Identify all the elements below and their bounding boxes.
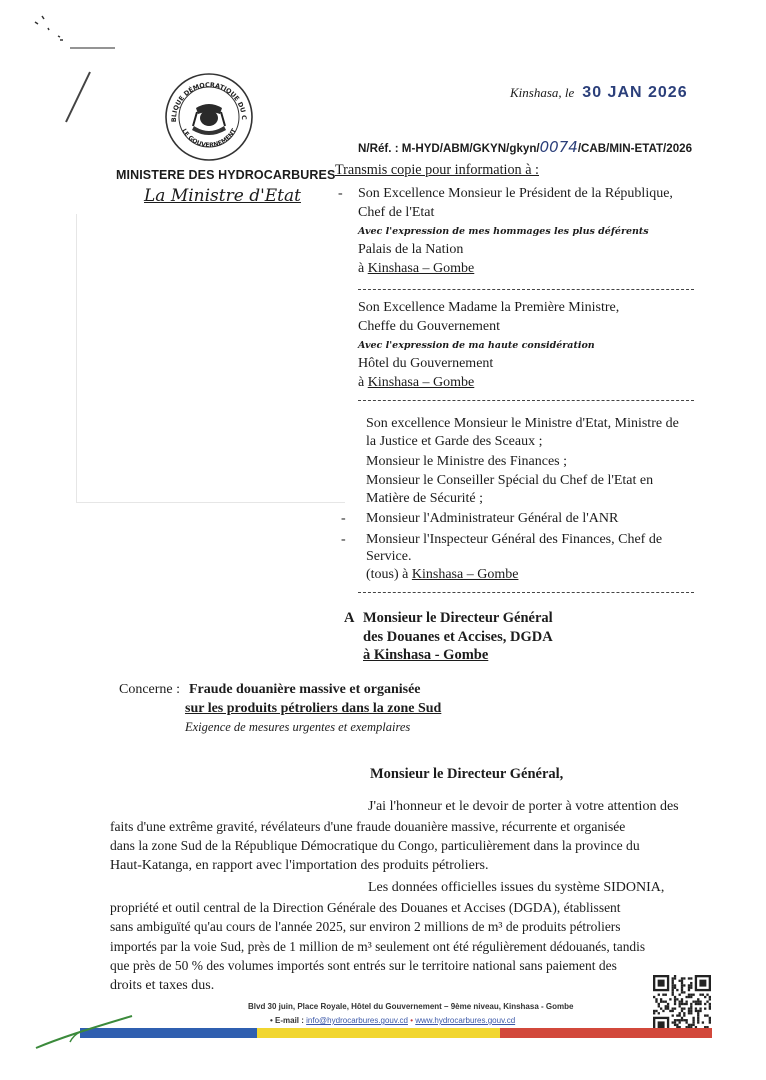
copy3-line4: Monsieur le Conseiller Spécial du Chef de l'Etat en (366, 473, 654, 488)
copy2-place: Hôtel du Gouvernement (358, 356, 494, 371)
ref-number: 0074 (539, 138, 578, 156)
separator-3 (358, 592, 694, 593)
copy3-line1: Son excellence Monsieur le Ministre d'Etat, Ministre de (366, 416, 679, 431)
copies-title: Transmis copie pour information à : (335, 162, 539, 178)
date-stamp: 30 JAN 2026 (582, 84, 688, 101)
p2-line4: importés par la voie Sud, près de 1 million de m³ seulement ont été régulièrement dédouanés, tandis (110, 938, 646, 954)
copy1-city (358, 259, 474, 278)
copy3-line5: Matière de Sécurité ; (366, 491, 484, 506)
subject-line3: Exigence de mesures urgentes et exemplaires (185, 720, 411, 734)
addressee-prefix: A (344, 610, 355, 626)
copy1-city-name: Kinshasa – Gombe (367, 261, 475, 276)
footer-email-link[interactable]: info@hydrocarbures.gouv.cd (306, 1016, 408, 1025)
p2-line5: que près de 50 % des volumes importés sont entrés sur le territoire national sans paiement des (110, 958, 617, 973)
p2-line3: sans ambiguïté qu'au cours de l'année 2025, sur environ 2 millions de m³ de produits pétroliers (110, 919, 621, 934)
government-seal (164, 72, 254, 162)
paragraph-2 (110, 878, 695, 995)
copy3-line8: Service. (366, 549, 412, 564)
copy3-line2: la Justice et Garde des Sceaux ; (366, 434, 543, 449)
p2-line6: droits et taxes dus. (110, 977, 215, 993)
paragraph-1 (110, 797, 695, 875)
footer-email-label: • E-mail : (270, 1016, 304, 1025)
bullet-2: - (341, 511, 346, 526)
copy3-line3: Monsieur le Ministre des Finances ; (366, 454, 568, 469)
footer-address: Blvd 30 juin, Place Royale, Hôtel du Gouvernement – 9ème niveau, Kinshasa - Gombe (248, 1002, 574, 1011)
faint-box-outline (76, 214, 345, 503)
copy1-city-prefix: à (358, 261, 365, 276)
copy1-place: Palais de la Nation (358, 242, 464, 257)
p2-line2: propriété et outil central de la Direction Générale des Douanes et Accises (DGDA), établissent (110, 899, 621, 915)
addressee-line3: à Kinshasa - Gombe (363, 647, 489, 663)
p1-line1: J'ai l'honneur et le devoir de porter à votre attention des (368, 799, 679, 814)
bullet-3: - (341, 532, 346, 547)
copy2-city-name: Kinshasa – Gombe (367, 375, 475, 390)
qr-code (653, 975, 711, 1033)
subject-line1: Fraude douanière massive et organisée (189, 682, 421, 697)
copy3-line9 (366, 565, 518, 584)
copy2-line1: Son Excellence Madame la Première Ministre, (358, 300, 620, 315)
place-date-label: Kinshasa, le (510, 85, 575, 100)
place-date (510, 84, 688, 102)
ref-suffix: /CAB/MIN-ETAT/2026 (577, 142, 693, 155)
band-yellow (257, 1028, 501, 1038)
ref-prefix: N/Réf. : M-HYD/ABM/GKYN/gkyn/ (358, 142, 540, 155)
footer-contacts (270, 1016, 515, 1025)
copy1-line2: Chef de l'Etat (358, 205, 435, 220)
p2-line1: Les données officielles issues du système SIDONIA, (368, 880, 665, 895)
copy2-courtesy: Avec l'expression de ma haute considération (358, 340, 595, 351)
separator-1 (358, 289, 694, 290)
footer-separator: • (410, 1016, 414, 1025)
p1-line4: Haut-Katanga, en rapport avec l'importation des produits pétroliers. (110, 857, 489, 873)
copy3-line7: Monsieur l'Inspecteur Général des Finances, Chef de (366, 532, 663, 547)
copy3-city-name: Kinshasa – Gombe (411, 567, 519, 582)
copy3-city-prefix: (tous) à (366, 567, 409, 582)
ministry-name: MINISTERE DES HYDROCARBURES (116, 168, 336, 182)
svg-text:LE GOUVERNEMENT (180, 127, 238, 149)
band-red (500, 1028, 712, 1038)
copy2-city-prefix: à (358, 375, 365, 390)
seal-text-bottom: LE GOUVERNEMENT (180, 127, 238, 150)
copy1-line1: Son Excellence Monsieur le Président de la République, (358, 186, 673, 201)
copy2-city (358, 373, 474, 392)
p1-line3: dans la zone Sud de la République Démocratique du Congo, particulièrement dans la province du (110, 838, 640, 853)
copy2-line2: Cheffe du Gouvernement (358, 319, 501, 334)
reference-line (358, 138, 692, 156)
p1-line2: faits d'une extrême gravité, révélateurs d'une fraude douanière massive, récurrente et organisée (110, 818, 626, 834)
copy1-courtesy: Avec l'expression de mes hommages les plus déférents (358, 226, 649, 237)
subject-label: Concerne : (119, 682, 181, 697)
minister-title: La Ministre d'Etat (144, 186, 301, 206)
salutation: Monsieur le Directeur Général, (370, 766, 564, 782)
addressee-line1: Monsieur le Directeur Général (363, 610, 553, 626)
bullet-1: - (338, 186, 343, 201)
footer-color-band (80, 1028, 712, 1038)
copy3-line6: Monsieur l'Administrateur Général de l'ANR (366, 511, 619, 526)
addressee-line2: des Douanes et Accises, DGDA (363, 629, 553, 645)
green-pen-stroke (30, 1008, 140, 1053)
footer-website-link[interactable]: www.hydrocarbures.gouv.cd (415, 1016, 516, 1025)
seal-text-top: BLIQUE DÉMOCRATIQUE DU C (169, 80, 249, 123)
pen-scribble-marks (20, 10, 130, 130)
subject-line2: sur les produits pétroliers dans la zone Sud (185, 701, 442, 716)
separator-2 (358, 400, 694, 401)
